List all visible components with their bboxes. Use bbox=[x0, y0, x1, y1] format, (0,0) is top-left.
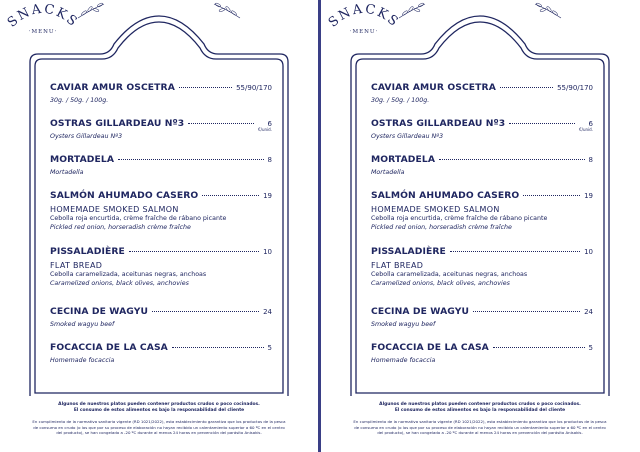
anisakis-notice bbox=[10, 419, 308, 436]
snacks-menu-logo bbox=[0, 0, 86, 38]
dish-description: Homemade focaccia bbox=[50, 357, 115, 364]
dish-price: 10 bbox=[584, 248, 593, 256]
price-value: 6 bbox=[267, 120, 272, 128]
menu-item-header bbox=[371, 118, 593, 132]
dish-name: CECINA DE WAGYU bbox=[371, 306, 470, 317]
anisakis-notice-line: En cumplimiento de la normativa sanitaria vigente (RD 1021/2022), esta establecimiento garantiza que los productos de la pesca bbox=[32, 419, 286, 424]
dish-name: PISSALADIÈRE bbox=[50, 246, 125, 257]
menu-page-right bbox=[321, 0, 639, 452]
anisakis-notice-line: del producto), se han congelado a -20 ºC durante al menos 24 horas en prevención del parásito Anisakis. bbox=[377, 430, 583, 435]
dish-price: 24 bbox=[584, 308, 593, 316]
menu-item bbox=[371, 246, 593, 288]
dish-description: Caramelized onions, black olives, anchovies bbox=[50, 280, 189, 287]
dish-name: SALMÓN AHUMADO CASERO bbox=[371, 190, 520, 201]
anisakis-notice-line: En cumplimiento de la normativa sanitaria vigente (RD 1021/2022), esta establecimiento garantiza que los productos de la pesca bbox=[353, 419, 607, 424]
menu-item-header bbox=[50, 190, 272, 204]
dish-description: Cebolla caramelizada, aceitunas negras, anchoas bbox=[50, 271, 207, 278]
dish-price: 5 bbox=[267, 344, 272, 352]
menu-item bbox=[371, 306, 593, 329]
dot-leader bbox=[493, 347, 585, 348]
dish-description: Smoked wagyu beef bbox=[371, 321, 436, 328]
menu-item-header bbox=[371, 82, 593, 96]
dish-name: PISSALADIÈRE bbox=[371, 246, 446, 257]
menu-item-header bbox=[50, 342, 272, 356]
menu-item bbox=[50, 246, 272, 288]
dish-price: 8 bbox=[588, 156, 593, 164]
olive-branch-right-icon bbox=[212, 0, 242, 20]
dish-price: 19 bbox=[263, 192, 272, 200]
dish-name: MORTADELA bbox=[371, 154, 436, 165]
dish-price: 5 bbox=[588, 344, 593, 352]
dot-leader bbox=[179, 87, 232, 88]
svg-text:SNACKS bbox=[326, 2, 402, 31]
dish-price: 55/90/170 bbox=[236, 84, 272, 92]
dish-description: Cebolla caramelizada, aceitunas negras, anchoas bbox=[371, 271, 528, 278]
dish-description: Cebolla roja encurtida, crème fraîche de rábano picante bbox=[50, 215, 227, 222]
dish-name: OSTRAS GILLARDEAU Nº3 bbox=[371, 118, 506, 129]
dish-description: Mortadella bbox=[50, 169, 84, 176]
dish-name: CAVIAR AMUR OSCETRA bbox=[50, 82, 175, 93]
dish-description: 30g. / 50g. / 100g. bbox=[50, 97, 109, 104]
dish-price: 19 bbox=[584, 192, 593, 200]
logo-subtitle: ·MENU· bbox=[28, 29, 58, 35]
dish-description: 30g. / 50g. / 100g. bbox=[371, 97, 430, 104]
dot-leader bbox=[509, 123, 575, 124]
menu-item-header bbox=[50, 82, 272, 96]
dish-name: CAVIAR AMUR OSCETRA bbox=[371, 82, 496, 93]
dot-leader bbox=[129, 251, 259, 252]
dish-subtitle: FLAT BREAD bbox=[371, 261, 424, 270]
anisakis-notice-line: de consumo en crudo (o los que por su proceso de elaboración no hayan recibido un calentamiento superior a 60 ºC en el centro bbox=[354, 424, 606, 430]
anisakis-notice-line: del producto), se han congelado a -20 ºC durante al menos 24 horas en prevención del parásito Anisakis. bbox=[56, 430, 262, 435]
dish-name: CECINA DE WAGYU bbox=[50, 306, 149, 317]
logo-subtitle: ·MENU· bbox=[349, 29, 379, 35]
menu-item bbox=[371, 118, 593, 141]
menu-item bbox=[50, 118, 272, 141]
dot-leader bbox=[523, 195, 580, 196]
dish-description: Pickled red onion, horseradish crème fraîche bbox=[371, 224, 512, 231]
anisakis-notice-line: de consumo en crudo (o los que por su proceso de elaboración no hayan recibido un calentamiento superior a 60 ºC en el centro bbox=[33, 424, 285, 430]
menu-item bbox=[371, 154, 593, 177]
dish-subtitle: FLAT BREAD bbox=[50, 261, 103, 270]
menu-item bbox=[371, 190, 593, 232]
dish-subtitle: HOMEMADE SMOKED SALMON bbox=[50, 205, 179, 214]
svg-text:SNACKS bbox=[5, 2, 81, 31]
menu-item bbox=[50, 190, 272, 232]
menu-item-header bbox=[50, 154, 272, 168]
allergy-notice-line: Algunos de nuestros platos pueden contener productos crudos o poco cocinados. bbox=[58, 402, 260, 407]
dot-leader bbox=[202, 195, 259, 196]
dot-leader bbox=[473, 311, 580, 312]
dish-description: Pickled red onion, horseradish crème fraîche bbox=[50, 224, 191, 231]
price-value: 6 bbox=[588, 120, 593, 128]
dish-price bbox=[258, 121, 272, 133]
anisakis-notice bbox=[331, 419, 629, 436]
menu-item-header bbox=[371, 246, 593, 260]
dot-leader bbox=[439, 159, 584, 160]
menu-item-header bbox=[371, 190, 593, 204]
allergy-notice bbox=[10, 402, 308, 414]
dish-price bbox=[579, 121, 593, 133]
dish-price: 8 bbox=[267, 156, 272, 164]
allergy-notice-line: El consumo de estos alimentos es bajo la responsabilidad del cliente bbox=[394, 408, 566, 413]
allergy-notice-line: Algunos de nuestros platos pueden contener productos crudos o poco cocinados. bbox=[379, 402, 581, 407]
dish-name: FOCACCIA DE LA CASA bbox=[50, 342, 168, 353]
dish-name: MORTADELA bbox=[50, 154, 115, 165]
menu-item bbox=[371, 82, 593, 105]
price-unit: €/unid. bbox=[258, 127, 272, 132]
dot-leader bbox=[188, 123, 254, 124]
dish-subtitle: HOMEMADE SMOKED SALMON bbox=[371, 205, 500, 214]
menu-item bbox=[50, 306, 272, 329]
allergy-notice-line: El consumo de estos alimentos es bajo la responsabilidad del cliente bbox=[73, 408, 245, 413]
price-unit: €/unid. bbox=[579, 127, 593, 132]
logo-word: SNACKS bbox=[325, 1, 403, 31]
menu-page-left bbox=[0, 0, 318, 452]
dish-description: Homemade focaccia bbox=[371, 357, 436, 364]
dish-name: FOCACCIA DE LA CASA bbox=[371, 342, 489, 353]
dish-price: 10 bbox=[263, 248, 272, 256]
dish-description: Smoked wagyu beef bbox=[50, 321, 115, 328]
dish-name: OSTRAS GILLARDEAU Nº3 bbox=[50, 118, 185, 129]
logo-word: SNACKS bbox=[4, 1, 82, 31]
dot-leader bbox=[152, 311, 259, 312]
dot-leader bbox=[450, 251, 580, 252]
menu-item-header bbox=[371, 342, 593, 356]
menu-item-header bbox=[371, 154, 593, 168]
dish-description: Oysters Gillardeau Nº3 bbox=[50, 133, 123, 140]
menu-item bbox=[50, 342, 272, 365]
dish-description: Cebolla roja encurtida, crème fraîche de rábano picante bbox=[371, 215, 548, 222]
menu-item bbox=[50, 82, 272, 105]
snacks-menu-logo bbox=[321, 0, 407, 38]
dish-description: Mortadella bbox=[371, 169, 405, 176]
allergy-notice bbox=[331, 402, 629, 414]
dish-price: 24 bbox=[263, 308, 272, 316]
olive-branch-right-icon bbox=[533, 0, 563, 20]
dish-name: SALMÓN AHUMADO CASERO bbox=[50, 190, 199, 201]
dish-description: Caramelized onions, black olives, anchovies bbox=[371, 280, 510, 287]
menu-item-header bbox=[371, 306, 593, 320]
menu-item bbox=[50, 154, 272, 177]
dot-leader bbox=[118, 159, 263, 160]
dot-leader bbox=[172, 347, 264, 348]
dish-description: Oysters Gillardeau Nº3 bbox=[371, 133, 444, 140]
dish-price: 55/90/170 bbox=[557, 84, 593, 92]
menu-item-header bbox=[50, 246, 272, 260]
menu-item-header bbox=[50, 118, 272, 132]
menu-item bbox=[371, 342, 593, 365]
dot-leader bbox=[500, 87, 553, 88]
menu-item-header bbox=[50, 306, 272, 320]
